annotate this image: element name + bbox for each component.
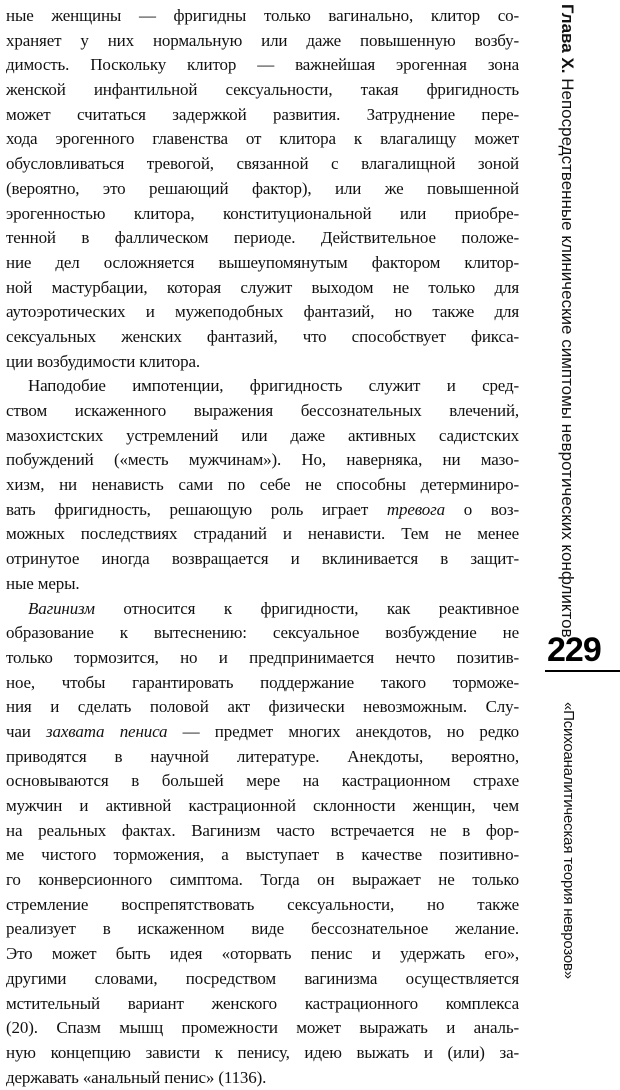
- text-line: [6, 300, 519, 325]
- text-segment: обусловливаться тревогой, связанной с влагалищной зоной: [6, 154, 519, 174]
- text-segment: ния и сделать половой акт физически невозможным. Слу-: [6, 697, 519, 717]
- text-segment: стремление воспрепятствовать сексуальности, но также: [6, 894, 519, 914]
- text-segment: относится к фригидности, как реактивное: [94, 598, 519, 618]
- text-segment: хода эрогенного главенства от клитора к влагалищу может: [6, 129, 519, 149]
- text-line: [6, 498, 519, 523]
- text-line: [6, 177, 519, 202]
- text-line: [6, 572, 519, 597]
- text-segment: ние дел осложняется вышеупомянутым фактором клитор-: [6, 252, 519, 272]
- text-segment: ные женщины — фригидны только вагинально, клитор со-: [6, 6, 519, 25]
- text-segment: побуждений («месть мужчинам»). Но, наверняка, ни мазо-: [6, 450, 519, 470]
- text-segment: эрогенностью клитора, конституциональной или приобре-: [6, 203, 519, 223]
- text-segment: ное, чтобы гарантировать поддержание такого торможе-: [6, 672, 519, 692]
- text-line: [6, 819, 519, 844]
- text-line: [6, 29, 519, 54]
- text-line: [6, 399, 519, 424]
- text-segment: ции возбудимости клитора.: [6, 351, 200, 371]
- text-line: [6, 522, 519, 547]
- text-line: [6, 53, 519, 78]
- text-line: [6, 1016, 519, 1041]
- text-line: [6, 967, 519, 992]
- text-line: [6, 646, 519, 671]
- text-segment: Наподобие импотенции, фригидность служит и сред-: [28, 376, 519, 396]
- text-line: [6, 745, 519, 770]
- page-number-rule: [545, 670, 620, 672]
- text-line: [6, 226, 519, 251]
- text-segment: димость. Поскольку клитор — важнейшая эрогенная зона: [6, 55, 519, 75]
- text-line: [6, 597, 519, 622]
- text-line: [6, 424, 519, 449]
- text-segment: образование к вытеснению: сексуальное возбуждение не: [6, 623, 519, 643]
- text-segment: хизм, ни ненависть сами по себе не способны детерминиро-: [6, 475, 519, 495]
- page-number: 229: [547, 631, 601, 669]
- text-line: [6, 621, 519, 646]
- text-segment: (20). Спазм мышц промежности может выражать и аналь-: [6, 1018, 519, 1038]
- text-segment: сексуальных женских фантазий, что способствует фикса-: [6, 326, 519, 346]
- text-segment: ме чистого торможения, а выступает в качестве позитивно-: [6, 845, 519, 865]
- text-line: [6, 843, 519, 868]
- text-segment: на реальных фактах. Вагинизм часто встречается не в фор-: [6, 820, 519, 840]
- text-line: [6, 78, 519, 103]
- text-line: [6, 374, 519, 399]
- text-line: [6, 671, 519, 696]
- text-segment: другими словами, посредством вагинизма осуществляется: [6, 968, 519, 988]
- text-segment: храняет у них нормальную или даже повышенную возбу-: [6, 30, 519, 50]
- text-segment: отринутое иногда возвращается и вклинивается в защит-: [6, 549, 519, 569]
- text-segment: ством искаженного выражения бессознательных влечений,: [6, 401, 519, 420]
- text-segment: тенной в фаллическом периоде. Действительное положе-: [6, 228, 519, 248]
- text-segment: мстительный вариант женского кастрационного комплекса: [6, 993, 519, 1013]
- text-line: [6, 350, 519, 375]
- text-line: [6, 769, 519, 794]
- text-line: [6, 202, 519, 227]
- book-title: «Психоаналитическая теория неврозов»: [560, 702, 577, 979]
- text-line: [6, 473, 519, 498]
- text-line: [6, 1066, 519, 1090]
- text-line: [6, 448, 519, 473]
- text-segment: о воз-: [444, 499, 519, 519]
- text-segment: мужчин и активной кастрационной склонности женщин, чем: [6, 796, 519, 815]
- italic-term: тревога: [386, 499, 445, 519]
- text-line: [6, 547, 519, 572]
- chapter-label: Глава X.: [558, 4, 577, 74]
- text-segment: ной мастурбации, которая служит выходом не только для: [6, 277, 519, 297]
- text-segment: чаи: [6, 721, 47, 741]
- text-segment: приводятся в научной литературе. Анекдоты, вероятно,: [6, 746, 519, 766]
- text-line: [6, 251, 519, 276]
- text-segment: ные меры.: [6, 573, 80, 593]
- running-header: [556, 4, 578, 638]
- text-line: [6, 794, 519, 819]
- text-line: [6, 893, 519, 918]
- text-segment: вать фригидность, решающую роль играет: [6, 499, 387, 519]
- text-segment: реализует в искаженном виде бессознательное желание.: [6, 919, 519, 939]
- text-line: [6, 695, 519, 720]
- chapter-title: Непосредственные клинические симптомы невротических конфликтов: [558, 78, 577, 638]
- text-line: [6, 4, 519, 29]
- text-line: [6, 1041, 519, 1066]
- text-line: [6, 103, 519, 128]
- text-segment: только тормозится, но и предпринимается нечто позитив-: [6, 647, 519, 667]
- italic-term: Вагинизм: [28, 598, 95, 618]
- body-text-column: [6, 4, 519, 1090]
- text-line: [6, 152, 519, 177]
- text-line: [6, 127, 519, 152]
- italic-term: захвата пениса: [46, 721, 168, 741]
- text-segment: Это может быть идея «оторвать пенис и удержать его»,: [6, 944, 519, 964]
- text-segment: мазохистских устремлений или даже активных садистских: [6, 425, 519, 445]
- text-segment: может считаться задержкой развития. Затруднение пере-: [6, 104, 519, 124]
- text-segment: — предмет многих анекдотов, но редко: [167, 721, 520, 741]
- text-segment: го конверсионного симптома. Тогда он выражает не только: [6, 870, 519, 890]
- text-segment: можных последствиях страданий и ненависти. Тем не менее: [6, 524, 519, 544]
- text-segment: ную концепцию зависти к пенису, идею выжать и (или) за-: [6, 1042, 519, 1062]
- text-segment: державать «анальный пенис» (1136).: [6, 1067, 267, 1087]
- text-line: [6, 720, 519, 745]
- text-line: [6, 917, 519, 942]
- text-line: [6, 868, 519, 893]
- text-line: [6, 992, 519, 1017]
- text-segment: основываются в большей мере на кастрационном страхе: [6, 771, 519, 791]
- text-segment: аутоэротических и мужеподобных фантазий, но также для: [6, 302, 519, 322]
- text-line: [6, 276, 519, 301]
- text-segment: женской инфантильной сексуальности, такая фригидность: [6, 80, 519, 100]
- text-segment: (вероятно, это решающий фактор), или же повышенной: [6, 178, 519, 198]
- text-line: [6, 325, 519, 350]
- text-line: [6, 942, 519, 967]
